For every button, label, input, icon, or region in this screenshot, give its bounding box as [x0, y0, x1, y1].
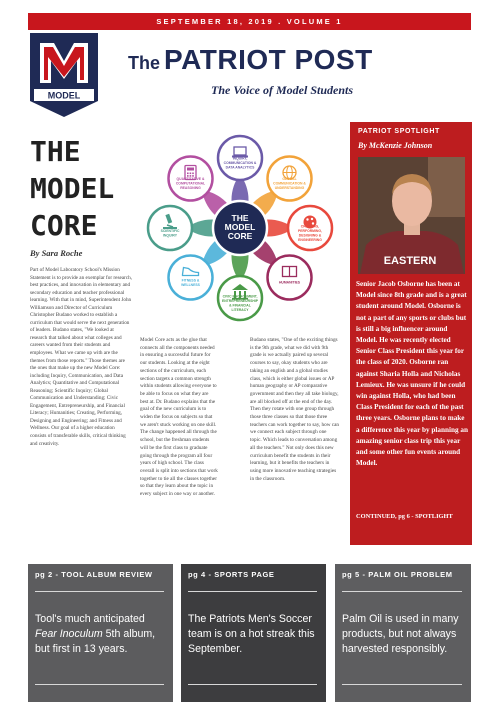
- globe-icon: [267, 157, 311, 201]
- book-icon: [267, 255, 311, 299]
- microscope-icon: [148, 206, 192, 250]
- diagram-segment-label: GLOBAL: [282, 177, 297, 182]
- shirt-text: EASTERN: [383, 255, 437, 267]
- diagram-segment-label: & FINANCIAL: [229, 303, 251, 308]
- model-core-diagram: [140, 123, 340, 333]
- diagram-segment-label: DESIGNING &: [298, 233, 322, 238]
- calculator-icon: [169, 157, 213, 201]
- diagram-segment-label: ENTREPRENEURSHIP: [222, 298, 258, 303]
- headline-line: THE: [30, 135, 81, 168]
- spotlight-title: PATRIOT SPOTLIGHT: [358, 128, 440, 135]
- diagram-segment-label: INQUIRY: [162, 233, 178, 238]
- diagram-segment-label: COMPUTATIONAL: [175, 181, 206, 186]
- diagram-center-label: CORE: [227, 231, 253, 241]
- spotlight-byline: By McKenzie Johnson: [358, 141, 433, 150]
- logo-text: MODEL: [47, 90, 81, 101]
- portrait-image: [358, 157, 465, 274]
- article-column-2: Model Core acts as the glue that connects all the components needed in ensuring a successful future for our students. Looking at the eight sections of the curriculum, each section targets a common strength within students allowing everyone to be able to focus on what they are best at. Dr. Budano explains that the goal of the new curriculum is to widen the focus on subjects so that we aren't stuck working on one skill. The change happened all through the school, but the freshman students will be the first class to graduate going through the program all four years of high school. The class overall is split into sections that work together to tie all the classes together so that they learn about the topic in every subject in one way or another.: [140, 337, 218, 498]
- masthead-title: PATRIOT POST: [164, 44, 373, 75]
- diagram-segment-label: CIVIC ENGAGEMENT,: [222, 294, 258, 299]
- divider: [35, 684, 164, 685]
- diagram-segment-label: COMMUNICATION &: [223, 161, 257, 166]
- divider: [342, 591, 462, 592]
- divider: [188, 591, 317, 592]
- diagram-segment-label: CREATING,: [300, 224, 320, 229]
- teaser-tool-album[interactable]: [28, 564, 173, 702]
- school-logo: [30, 33, 98, 117]
- divider: [188, 684, 317, 685]
- spotlight-body: Senior Jacob Osborne has been at Model since 8th grade and is a great student around Model. Osborne is not a part of any sports or clubs but is still a big influencer around Model. He was recently elected Senior Class President this year for the class of 2020. Osborne ran against Sharia Holla and Nicholas Lemieux. He was unsure if he could win against Holla, who had been Class President for each of the past three years. Osborne plans to make a difference this year by planning an amazing senior class trip this year and some other fun events around Model.: [356, 280, 468, 468]
- headline-line: CORE: [30, 209, 98, 242]
- diagram-segment-label: PERFORMING,: [298, 228, 322, 233]
- divider: [342, 684, 462, 685]
- teaser-label: pg 2 - TOOL ALBUM REVIEW: [35, 570, 153, 579]
- masthead-the: The: [128, 53, 161, 73]
- teaser-palm-oil[interactable]: [335, 564, 471, 702]
- masthead-tagline: The Voice of Model Students: [211, 83, 354, 97]
- article-column-3: Budano states, "One of the exciting things is the 9th grade, what we did with 9th grade is we actually paired up several courses to say, okay students who are taking an english and a global studies class, which is either global issues or AP human geography or AP comparative government and then they all take biology, are all blocked off at the end of the day. Then they rotate with one group through those three classes so that those three teachers can work together to say, how can we connect each subject through one topic. Which leads to conversation among all the teachers." Not only does this new curriculum benefit the students in their learning, but it benefits the teachers in using more innovative teaching strategies in the classroom.: [250, 337, 339, 482]
- article-byline: By Sara Roche: [30, 248, 83, 258]
- dateline-banner: SEPTEMBER 18, 2019 . VOLUME 1: [28, 13, 471, 30]
- spotlight-panel: [350, 122, 472, 545]
- diagram-segment-label: WELLNESS: [181, 282, 200, 287]
- building-icon: [218, 276, 262, 320]
- teaser-text: The Patriots Men's Soccer team is on a hot streak this September.: [188, 613, 315, 655]
- diagram-center-label: MODEL: [224, 222, 256, 232]
- teaser-label: pg 4 - SPORTS PAGE: [188, 570, 275, 579]
- diagram-segment-label: REASONING: [180, 186, 201, 191]
- diagram-segment-label: COMMUNICATION &: [273, 181, 306, 186]
- student-photo: [358, 157, 465, 274]
- shoe-icon: [169, 255, 213, 299]
- diagram-segment-label: QUANTITATIVE &: [176, 177, 205, 182]
- teaser-text: Tool's much anticipated Fear Inoculum 5th album, but first in 13 years.: [35, 613, 156, 655]
- teaser-label: pg 5 - PALM OIL PROBLEM: [342, 570, 453, 579]
- teaser-text: Palm Oil is used in many products, but not always harvested responsibly.: [342, 613, 459, 655]
- diagram-segment-label: FITNESS &: [181, 278, 200, 283]
- diagram-segment-label: DATA ANALYTICS: [225, 165, 255, 170]
- diagram-segment-label: INQUIRY,: [232, 156, 248, 161]
- diagram-segment-label: ENGINEERING: [298, 237, 322, 242]
- diagram-segment-label: LITERACY: [231, 307, 249, 312]
- diagram-segment-label: SCIENTIFIC: [160, 228, 180, 233]
- article-column-1: Part of Model Laboratory School's Mission Statement is to provide an exemplar for research, best practices, and innovation in elementary and secondary education and teacher professional learning. With that in mind, Superintendent John Williamson and Director of Curriculum Christopher Budano worked to establish a curriculum that would serve the next generation of leaders. Budano states, "We looked at research that talked about what colleges and careers wanted from their students and employees. What we came up with are the themes from those reports." Those themes are the ones that make up the new Model Core: including Inquiry, Communication, and Data Analytics; Quantitative and Computational Reasoning; Scientific Inquiry; Global Communication and Understanding; Civic Engagement, Entrepreneurship, and Financial Literacy; Humanities; Creating, Performing, Designing and Engineering; and Fitness and Wellness. Our goal of a higher education consists of transferable skills, critical thinking and creativity.: [30, 267, 132, 447]
- diagram-segment-label: UNDERSTANDING: [274, 186, 305, 191]
- spotlight-continued: CONTINUED, pg 6 - SPOTLIGHT: [356, 513, 453, 520]
- laptop-icon: [218, 136, 262, 180]
- article-headline: [30, 133, 140, 244]
- palette-icon: [288, 206, 332, 250]
- headline-line: MODEL: [30, 172, 115, 205]
- diagram-segment-label: HUMANITIES: [278, 280, 301, 285]
- diagram-center-label: THE: [231, 213, 249, 223]
- divider: [35, 591, 164, 592]
- teaser-sports-page[interactable]: [181, 564, 326, 702]
